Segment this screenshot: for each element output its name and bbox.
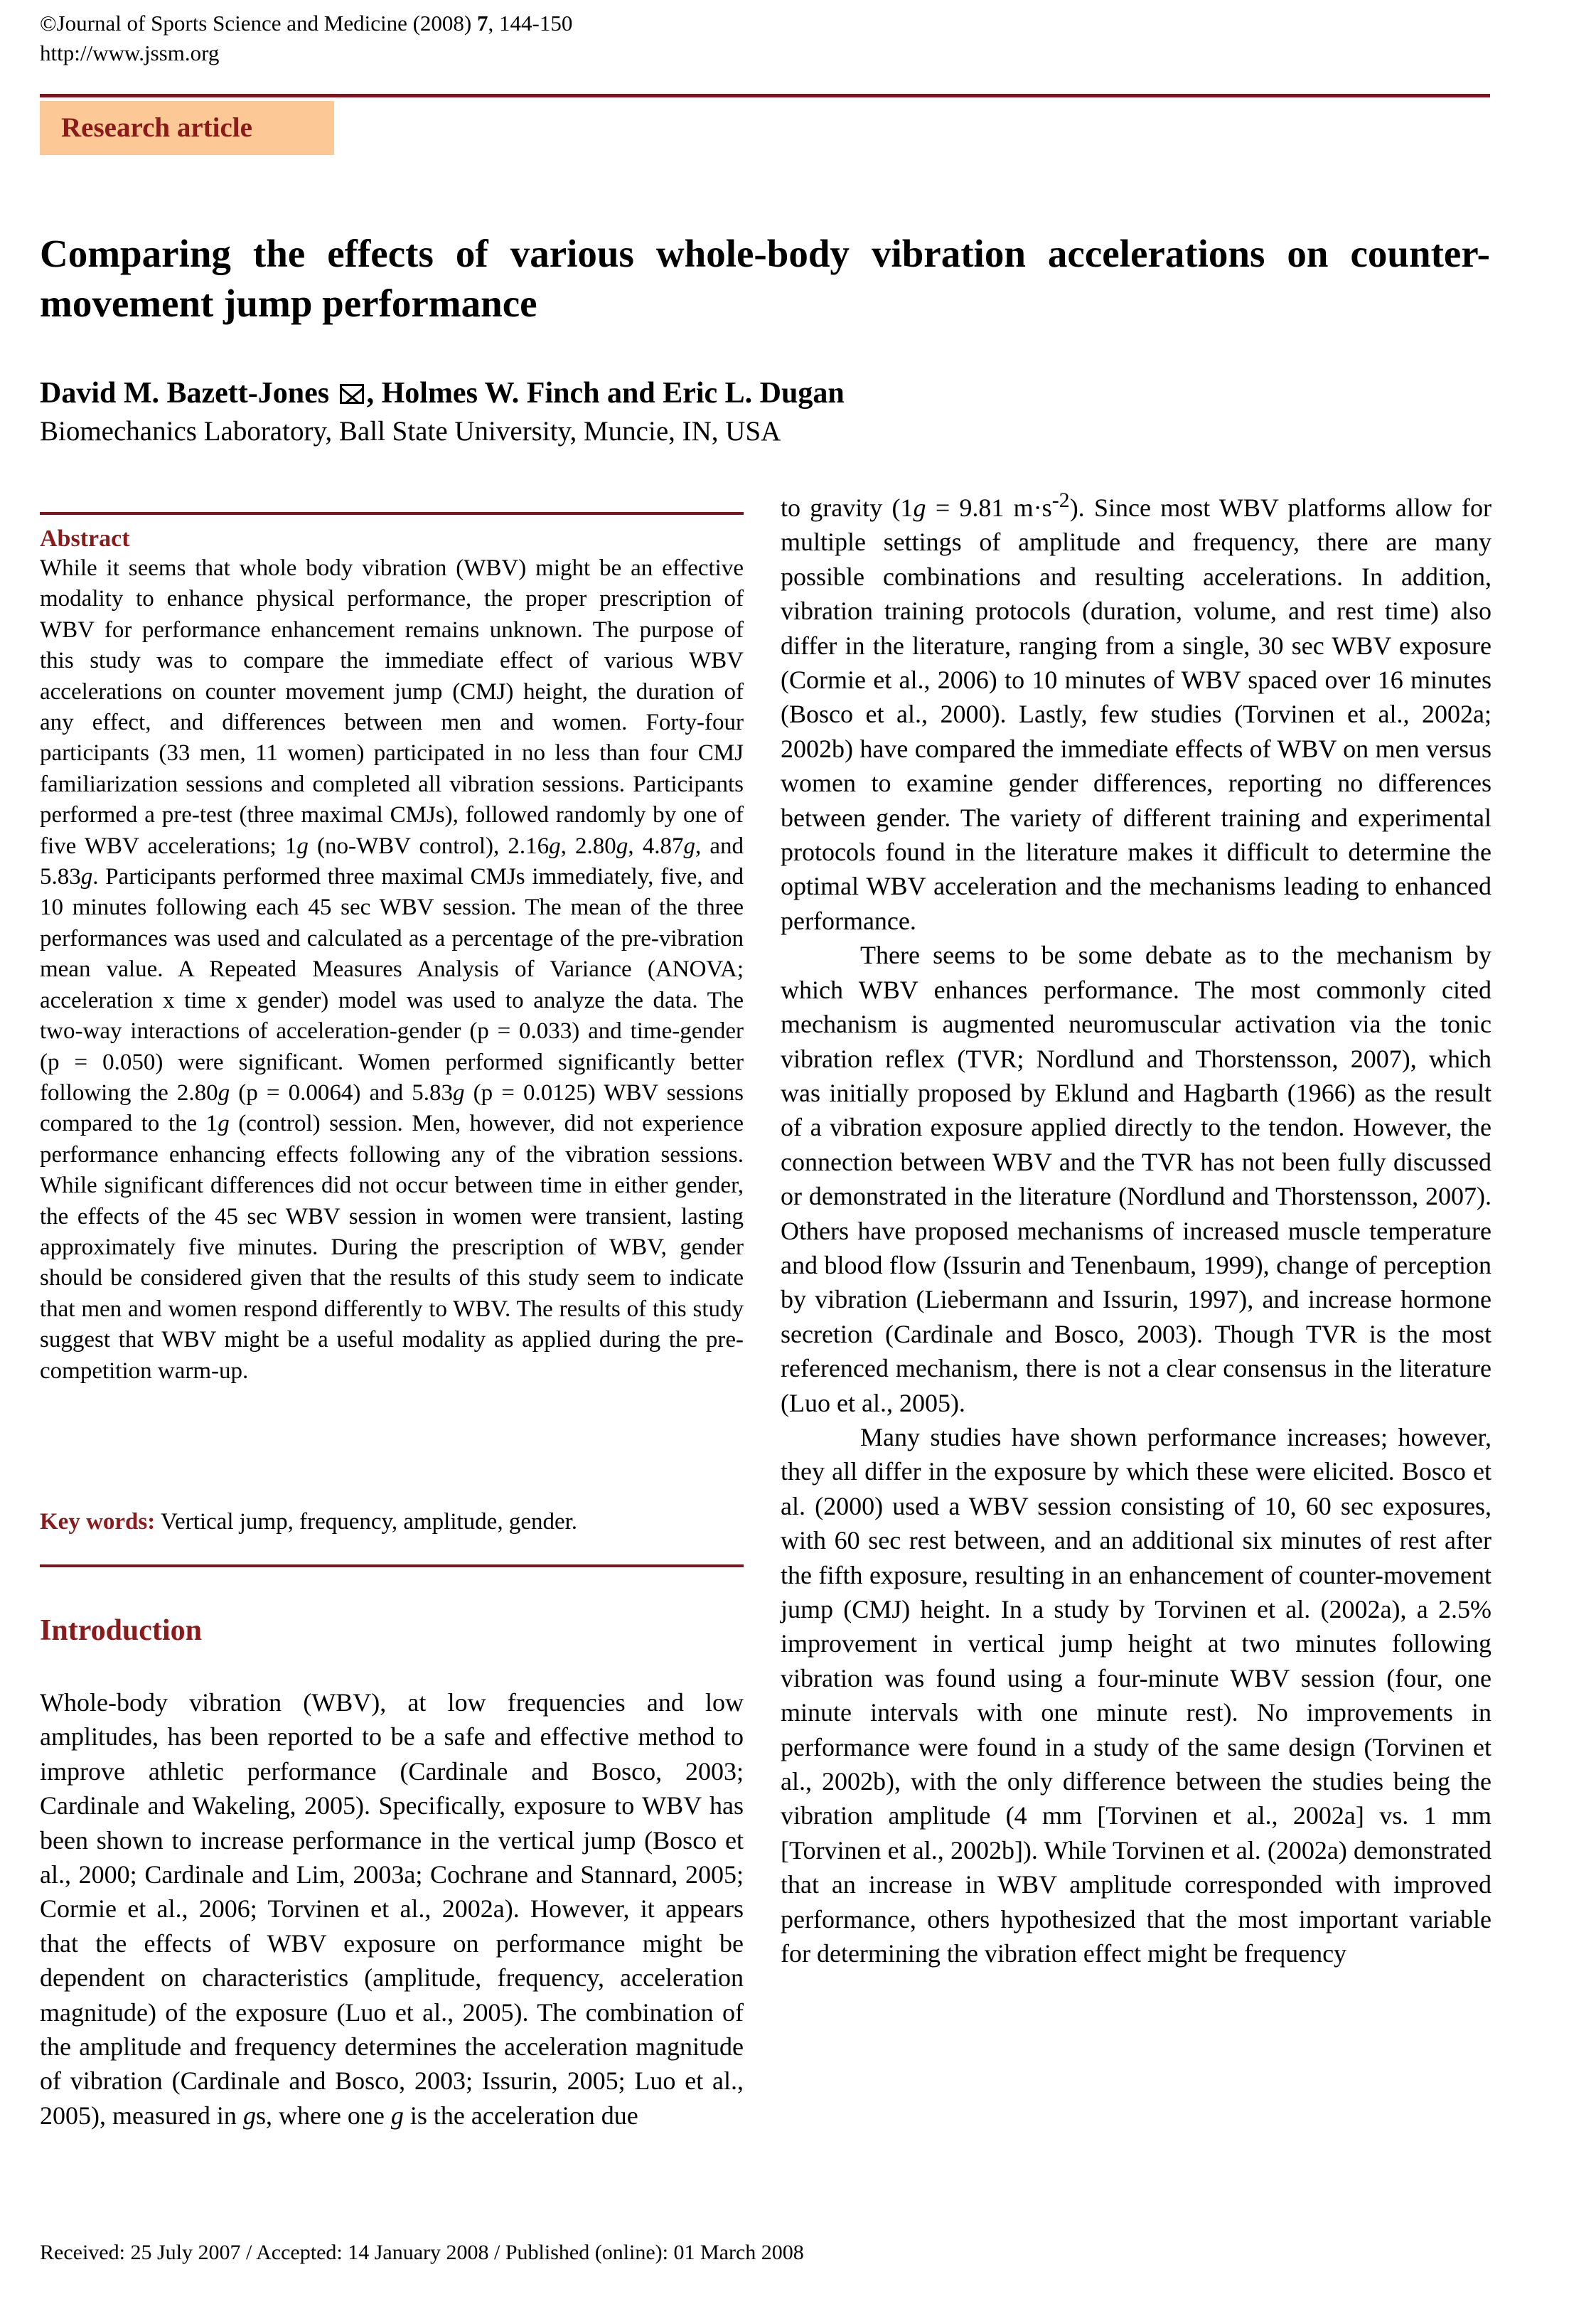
publication-dates-footer: Received: 25 July 2007 / Accepted: 14 January 2008 / Published (online): 01 March 2008 <box>40 2241 804 2264</box>
article-title: Comparing the effects of various whole-body vibration accelerations on counter-movement jump performance <box>40 232 1490 325</box>
intro-paragraph-1-cont: to gravity (1g = 9.81 $m\cdot s^{-2}$). Since most WBV platforms allow for multiple settings of amplitude and frequency, there are many possible combinations and resulting accelerations. In addition, vibration training protocols (duration, volume, and rest time) also differ in the literature, ranging from a single, 30 sec WBV exposure (Cormie et al., 2006) to 10 minutes of WBV spaced over 16 minutes (Bosco et al., 2000). Lastly, few studies (Torvinen et al., 2002a; 2002b) have compared the immediate effects of WBV on men versus women to examine gender differences, reporting no differences between gender. The variety of different training and experimental protocols found in the literature makes it difficult to determine the optimal WBV acceleration and the mechanisms leading to enhanced performance. <box>781 489 1491 935</box>
article-type-badge: Research article <box>40 101 334 155</box>
keywords-label: Key words: <box>40 1509 156 1535</box>
author-list <box>40 373 845 413</box>
first-author: David M. Bazett-Jones <box>40 377 330 410</box>
journal-citation: ©Journal of Sports Science and Medicine (2008) 7, 144-150 <box>40 11 573 36</box>
envelope-icon[interactable] <box>340 384 364 404</box>
journal-url[interactable]: http://www.jssm.org <box>40 41 220 65</box>
affiliation: Biomechanics Laboratory, Ball State University, Muncie, IN, USA <box>40 416 781 447</box>
intro-paragraph-1: Whole-body vibration (WBV), at low frequencies and low amplitudes, has been reported to be a safe and effective method to improve athletic performance (Cardinale and Bosco, 2003; Cardinale and Wakeling, 2005). Specifically, exposure to WBV has been shown to increase performance in the vertical jump (Bosco et al., 2000; Cardinale and Lim, 2003a; Cochrane and Stannard, 2005; Cormie et al., 2006; Torvinen et al., 2002a). However, it appears that the effects of WBV exposure on performance might be dependent on characteristics (amplitude, frequency, acceleration magnitude) of the exposure (Luo et al., 2005). The combination of the amplitude and frequency determines the acceleration magnitude of vibration (Cardinale and Bosco, 2003; Issurin, 2005; Luo et al., 2005), measured in gs, where one g is the acceleration due <box>40 1688 744 2130</box>
other-authors: , Holmes W. Finch and Eric L. Dugan <box>366 377 845 410</box>
keywords-bottom-rule <box>40 1564 744 1567</box>
abstract-top-rule <box>40 512 744 515</box>
journal-header <box>40 9 572 68</box>
journal-volume: 7 <box>477 11 488 36</box>
introduction-heading: Introduction <box>40 1614 202 1647</box>
keywords <box>40 1506 744 1537</box>
header-rule <box>40 94 1490 97</box>
introduction-left-column <box>40 1685 744 2133</box>
abstract-text: While it seems that whole body vibration (WBV) might be an effective modality to enhance physical performance, the proper prescription of WBV for performance enhancement remains unknown. The purpose of this study was to compare the immediate effect of various WBV accelerations on counter movement jump (CMJ) height, the duration of any effect, and differences between men and women. Forty-four participants (33 men, 11 women) participated in no less than four CMJ familiarization sessions and completed all vibration sessions. Participants performed a pre-test (three maximal CMJs), followed randomly by one of five WBV accelerations; 1g (no-WBV control), 2.16g, 2.80g, 4.87g, and 5.83g. Participants performed three maximal CMJs immediately, five, and 10 minutes following each 45 sec WBV session. The mean of the three performances was used and calculated as a percentage of the pre-vibration mean value. A Repeated Measures Analysis of Variance (ANOVA; acceleration x time x gender) model was used to analyze the data. The two-way interactions of acceleration-gender (p = 0.033) and time-gender (p = 0.050) were significant. Women performed significantly better following the 2.80g (p = 0.0064) and 5.83g (p = 0.0125) WBV sessions compared to the 1g (control) session. Men, however, did not experience performance enhancing effects following any of the vibration sessions. While significant differences did not occur between time in either gender, the effects of the 45 sec WBV session in women were transient, lasting approximately five minutes. During the prescription of WBV, gender should be considered given that the results of this study seem to indicate that men and women respond differently to WBV. The results of this study suggest that WBV might be a useful modality as applied during the pre-competition warm-up. <box>40 555 744 1384</box>
intro-paragraph-2: There seems to be some debate as to the mechanism by which WBV enhances performance. The most commonly cited mechanism is augmented neuromuscular activation via the tonic vibration reflex (TVR; Nordlund and Thorstensson, 2007), which was initially proposed by Eklund and Hagbarth (1966) as the result of a vibration exposure applied directly to the tendon. However, the connection between WBV and the TVR has not been fully discussed or demonstrated in the literature (Nordlund and Thorstensson, 2007). Others have proposed mechanisms of increased muscle temperature and blood flow (Issurin and Tenenbaum, 1999), change of perception by vibration (Liebermann and Issurin, 1997), and increase hormone secretion (Cardinale and Bosco, 2003). Though TVR is the most referenced mechanism, there is not a clear consensus in the literature (Luo et al., 2005). <box>781 941 1491 1417</box>
keywords-text: Vertical jump, frequency, amplitude, gender. <box>155 1509 578 1535</box>
introduction-right-column <box>781 484 1491 1970</box>
intro-paragraph-3: Many studies have shown performance increases; however, they all differ in the exposure by which these were elicited. Bosco et al. (2000) used a WBV session consisting of 10, 60 sec exposures, with 60 sec rest between, and an additional six minutes of rest after the fifth exposure, resulting in an enhancement of counter-movement jump (CMJ) height. In a study by Torvinen et al. (2002a), a 2.5% improvement in vertical jump height at two minutes following vibration was found using a four-minute WBV session (four, one minute intervals with one minute rest). No improvements in performance were found in a study of the same design (Torvinen et al., 2002b), with the only difference between the studies being the vibration amplitude (4 mm [Torvinen et al., 2002a] vs. 1 mm [Torvinen et al., 2002b]). While Torvinen et al. (2002a) demonstrated that an increase in WBV amplitude corresponded with improved performance, others hypothesized that the most important variable for determining the vibration effect might be frequency <box>781 1422 1491 1968</box>
abstract-heading: Abstract <box>40 526 130 552</box>
